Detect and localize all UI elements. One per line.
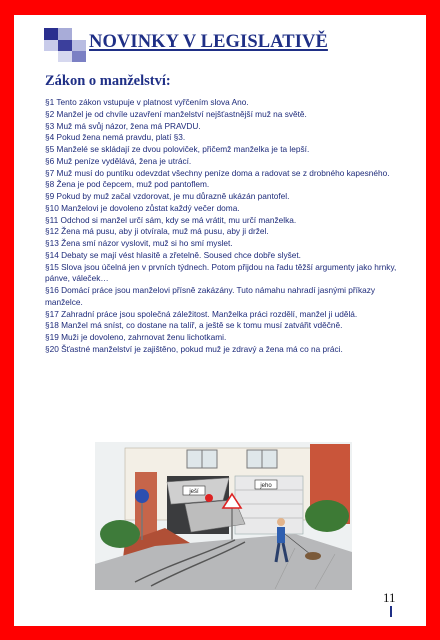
law-item: §16 Domácí práce jsou manželovi přísně zakázány. Tuto námahu nahradí jasnými příkazy manželce. <box>45 285 376 307</box>
law-item: §4 Pokud žena nemá pravdu, platí §3. <box>45 132 186 143</box>
checker-logo-icon <box>44 28 88 62</box>
law-item: §9 Pokud by muž začal vzdorovat, je mu důrazně ukázán pantofel. <box>45 191 290 201</box>
law-item: §17 Zahradní práce jsou společná záležitost. Manželka práci rozdělí, manžel ji udělá. <box>45 308 358 319</box>
law-item: §18 Manžel má sníst, co dostane na talíř, a ještě se k tomu musí zatvářit vděčně. <box>45 320 343 331</box>
law-item: §5 Manželé se skládají ze dvou poloviček, přičemž manželka je ta lepší. <box>45 144 310 154</box>
law-item: §12 Žena má pusu, aby ji otvírala, muž má pusu, aby ji držel. <box>45 226 269 237</box>
law-item: §8 Žena je pod čepcem, muž pod pantoflem. <box>45 179 210 190</box>
law-item: §10 Manželovi je dovoleno zůstat každý večer doma. <box>45 202 240 213</box>
law-item: §19 Muži je dovoleno, zahrnovat ženu lichotkami. <box>45 332 227 342</box>
law-list <box>45 97 410 356</box>
sign-left-label: ješí <box>189 489 199 495</box>
law-item: §7 Muž musí do puntíku odevzdat všechny peníze doma a radovat se z drobného kapesného. <box>45 167 390 178</box>
document-page <box>14 15 426 626</box>
law-item: §6 Muž peníze vydělává, žena je utrácí. <box>45 155 192 166</box>
law-item: §14 Debaty se mají vést hlasitě a zřetelně. Soused chce dobře slyšet. <box>45 249 301 260</box>
sign-right-label: jeho <box>260 483 272 489</box>
law-item: §1 Tento zákon vstupuje v platnost vyřčením slova Ano. <box>45 97 249 107</box>
law-item: §2 Manžel je od chvíle uzavření manželství nejšťastnější muž na světě. <box>45 108 307 119</box>
law-item: §11 Odchod si manžel určí sám, kdy se má vrátit, mu určí manželka. <box>45 214 297 225</box>
law-item: §20 Šťastné manželství je zajištěno, pokud muž je zdravý a žena má co na práci. <box>45 343 343 354</box>
page-number: 11 <box>383 590 396 605</box>
law-item: §13 Žena smí názor vyslovit, muž si ho smí myslet. <box>45 238 233 248</box>
law-item: §3 Muž má svůj názor, žena má PRAVDU. <box>45 120 201 131</box>
page-title: NOVINKY V LEGISLATIVĚ <box>89 32 328 52</box>
law-item: §15 Slova jsou účelná jen v prvních týdnech. Potom přijdou na řadu těžší argumenty jako hrnky, pánve, váleček… <box>45 261 397 284</box>
section-title: Zákon o manželství: <box>45 73 171 89</box>
page-number-marker <box>390 606 392 617</box>
garage-crash-illustration <box>95 442 352 590</box>
